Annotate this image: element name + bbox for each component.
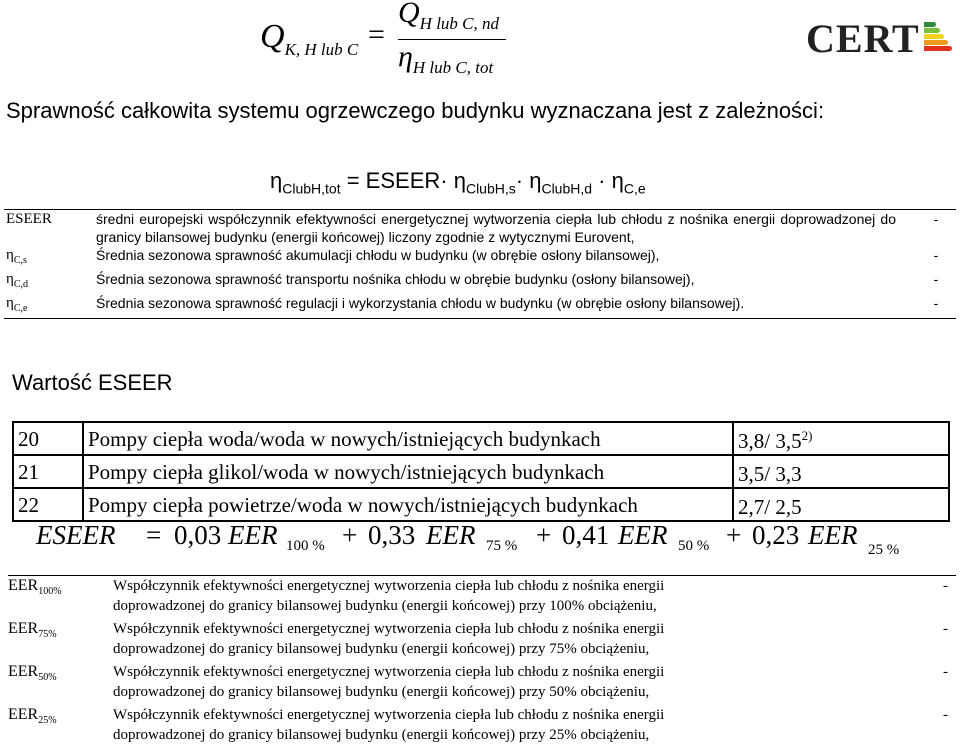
eer-definition-row — [8, 705, 956, 745]
load-percent: 100 % — [286, 538, 325, 554]
description: Średnia sezonowa sprawność transportu nośnika chłodu w obrębie budynku (osłony bilansowej), — [96, 271, 695, 287]
definitions-table — [4, 209, 956, 319]
formula-denominator: $\eta_{H lub C, tot}$ — [398, 40, 494, 77]
definition-row — [4, 210, 956, 246]
coefficient: 0,03 — [174, 520, 222, 550]
unit: - — [933, 295, 939, 311]
eer-definitions — [8, 575, 956, 748]
unit: - — [943, 707, 948, 723]
plus-sign: + — [342, 520, 358, 550]
symbol: $EER_{100\%}$ — [8, 577, 62, 598]
unit: - — [943, 578, 948, 594]
energy-demand-formula — [258, 0, 518, 90]
row-value: 3,8/ 3,5$^{2)}$ — [733, 422, 949, 455]
row-description: Pompy ciepła glikol/woda w nowych/istniejących budynkach — [83, 455, 733, 488]
symbol: $\eta_{C,e}$ — [6, 295, 28, 314]
unit: - — [933, 247, 939, 263]
symbol: $EER_{75\%}$ — [8, 620, 57, 641]
eer-definition-row — [8, 662, 956, 702]
eer-symbol: EER — [426, 520, 476, 550]
eer-symbol: EER — [618, 520, 668, 550]
load-percent: 75 % — [486, 538, 518, 554]
definition-row — [4, 294, 956, 318]
load-percent: 50 % — [678, 538, 710, 554]
description: Współczynnik efektywności energetycznej wytworzenia ciepła lub chłodu z nośnika energii doprowadzonej do granicy bilansowej budynku (energii końcowej) przy 100% obciążeniu, — [113, 578, 665, 614]
eer-symbol: EER — [228, 520, 278, 550]
symbol: $\eta_{C,d}$ — [6, 271, 29, 290]
coefficient: 0,33 — [368, 520, 416, 550]
unit: - — [943, 664, 948, 680]
table-row — [13, 422, 949, 455]
table-row — [13, 455, 949, 488]
table-row — [13, 488, 949, 521]
description: średni europejski współczynnik efektywności energetycznej wytworzenia ciepła lub chłodu z nośnika energii doprowadzonej do granicy bilansowej budynku (energii końcowej) liczony zgodnie z wytycznymi Eurovent, — [96, 211, 896, 245]
symbol: $\eta_{C,s}$ — [6, 247, 27, 266]
definition-row — [4, 270, 956, 294]
coefficient: 0,41 — [562, 520, 610, 550]
plus-sign: + — [726, 520, 742, 550]
unit: - — [933, 271, 939, 287]
description: Współczynnik efektywności energetycznej wytworzenia ciepła lub chłodu z nośnika energii doprowadzonej do granicy bilansowej budynku (energii końcowej) przy 50% obciążeniu, — [113, 664, 665, 700]
plus-sign: + — [536, 520, 552, 550]
unit: - — [933, 211, 939, 227]
row-number: 20 — [13, 422, 83, 455]
logo-text: CERT — [806, 16, 920, 61]
formula-lhs: $Q_{K, H lub C}$ — [260, 18, 359, 59]
formula-numerator: $Q_{H lub C, nd}$ — [398, 0, 500, 33]
description: Współczynnik efektywności energetycznej wytworzenia ciepła lub chłodu z nośnika energii doprowadzonej do granicy bilansowej budynku (energii końcowej) przy 25% obciążeniu, — [113, 707, 665, 743]
description: Średnia sezonowa sprawność regulacji i wykorzystania chłodu w budynku (w obrębie osłony bilansowej). — [96, 295, 745, 311]
eseer-formula — [36, 520, 956, 564]
row-description: Pompy ciepła woda/woda w nowych/istniejących budynkach — [83, 422, 733, 455]
load-percent: 25 % — [868, 542, 900, 558]
eseer-symbol: ESEER — [36, 520, 116, 550]
row-number: 22 — [13, 488, 83, 521]
section-heading: Sprawność całkowita systemu ogrzewczego budynku wyznaczana jest z zależności: — [6, 98, 825, 123]
eseer-value-heading: Wartość ESEER — [12, 370, 173, 395]
eer-definition-row — [8, 619, 956, 659]
symbol: $EER_{50\%}$ — [8, 663, 57, 684]
logo-energy-bars-icon — [924, 22, 954, 56]
eer-definition-row — [8, 576, 956, 616]
coefficient: 0,23 — [752, 520, 800, 550]
row-value: 3,5/ 3,3 — [733, 455, 949, 488]
eer-symbol: EER — [808, 520, 858, 550]
row-description: Pompy ciepła powietrze/woda w nowych/istniejących budynkach — [83, 488, 733, 521]
row-number: 21 — [13, 455, 83, 488]
symbol: ESEER — [6, 211, 52, 227]
description: Średnia sezonowa sprawność akumulacji chłodu w budynku (w obrębie osłony bilansowej), — [96, 247, 660, 263]
definition-row — [4, 246, 956, 270]
formula-equals: = — [368, 18, 385, 51]
equals-sign: = — [146, 520, 162, 550]
description: Współczynnik efektywności energetycznej wytworzenia ciepła lub chłodu z nośnika energii doprowadzonej do granicy bilansowej budynku (energii końcowej) przy 75% obciążeniu, — [113, 621, 665, 657]
unit: - — [943, 621, 948, 637]
cert-logo — [806, 18, 956, 60]
row-value: 2,7/ 2,5 — [733, 488, 949, 521]
symbol: $EER_{25\%}$ — [8, 706, 57, 727]
heat-pump-table — [12, 421, 950, 522]
efficiency-formula: $\eta_{ClubH,tot}$ = ESEER· $\eta_{ClubH,s}\cdot \eta_{ClubH,d} \cdot \eta_{C,e}$ — [270, 168, 646, 197]
